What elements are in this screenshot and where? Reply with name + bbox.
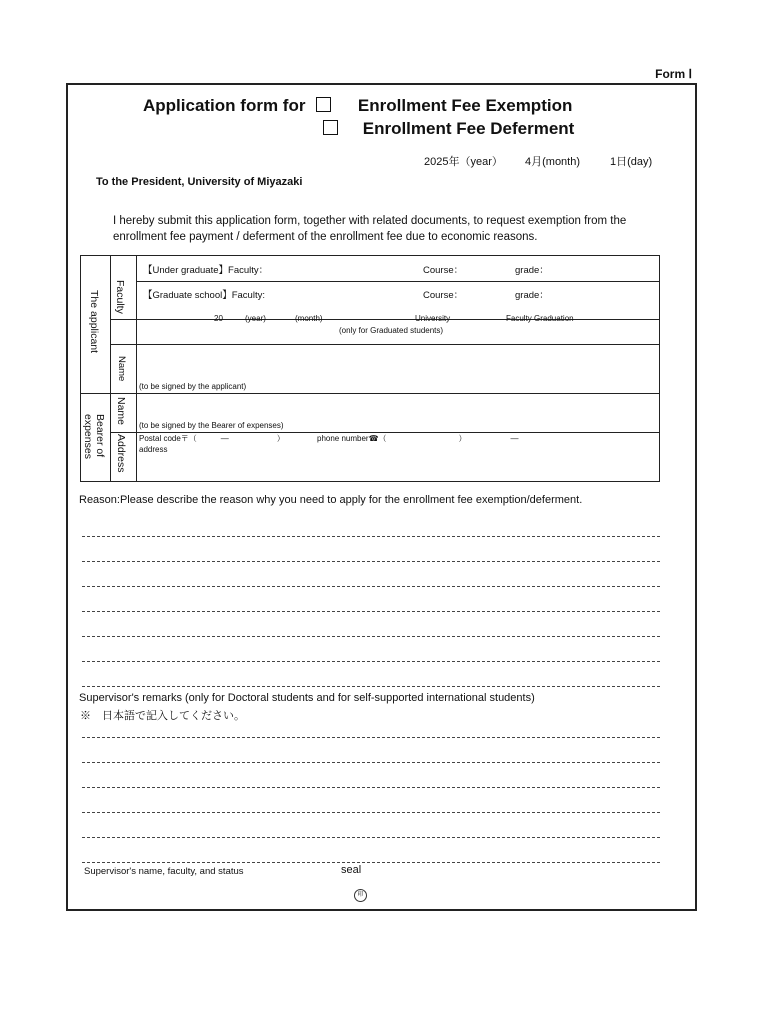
reason-line [82,561,660,562]
graduation-note: (only for Graduated students) [339,326,444,335]
supervisor-name-label: Supervisor's name, faculty, and status [84,866,244,877]
bearer-name-label: Name [115,397,127,426]
date-month: 4月(month) [525,156,581,168]
seal-icon: 印 [354,889,367,902]
applicant-signature-note: (to be signed by the applicant) [139,382,247,391]
applicant-label: The applicant [88,290,100,354]
date-day: 1日(day) [610,156,653,168]
reason-line [82,661,660,662]
phone-number: phone number☎（ ） ― [317,434,519,443]
remarks-line [82,837,660,838]
bearer-signature-note: (to be signed by the Bearer of expenses) [139,421,284,430]
reason-label: Reason:Please describe the reason why you need to apply for the enrollment fee exemption/deferment. [79,494,583,506]
remarks-line [82,737,660,738]
grad-course: Course： [423,290,464,301]
graduation-month: (month) [295,314,323,323]
reason-line [82,611,660,612]
bearer-label-2: expenses [82,414,94,459]
intro-paragraph: I hereby submit this application form, together with related documents, to request exemption from the enrollment fee payment / deferment of the enrollment fee due to economic reasons. [113,215,627,243]
remarks-line [82,812,660,813]
reason-line [82,636,660,637]
grad-faculty: 【Graduate school】Faculty: [143,290,265,301]
reason-line [82,586,660,587]
title-line-1 [143,96,572,116]
address-label: Address [115,434,127,473]
applicant-table [80,255,660,482]
graduation-year-number: 20 [214,314,223,323]
graduation-faculty: Faculty Graduation [506,314,574,323]
postal-code: Postal code〒（ ― ） [139,434,285,443]
undergrad-grade: grade： [515,265,549,276]
undergrad-course: Course： [423,265,464,276]
title-line-2 [323,119,574,139]
deferment-checkbox[interactable] [323,120,338,135]
bearer-label-1: Bearer of [94,414,106,458]
address-field: address [139,445,168,454]
japanese-note: ※ 日本語で記入してください。 [80,710,245,722]
title-prefix: Application form for [143,96,306,115]
exemption-label: Enrollment Fee Exemption [357,96,573,115]
remarks-line [82,762,660,763]
seal-label: seal [341,864,362,876]
remarks-line [82,862,660,863]
addressee: To the President, University of Miyazaki [96,176,303,188]
grad-grade: grade： [515,290,549,301]
name-label: Name [116,356,127,382]
graduation-university: University [415,314,451,323]
faculty-label: Faculty [114,280,126,314]
date-year: 2025年（year） [424,156,503,168]
undergrad-faculty: 【Under graduate】Faculty： [143,265,269,276]
reason-line [82,686,660,687]
remarks-line [82,787,660,788]
deferment-label: Enrollment Fee Deferment [362,119,575,138]
reason-line [82,536,660,537]
supervisor-remarks-label: Supervisor's remarks (only for Doctoral students and for self-supported international students) [79,692,535,704]
form-number: Form Ⅰ [655,67,692,81]
graduation-year: (year) [245,314,266,323]
exemption-checkbox[interactable] [316,97,331,112]
